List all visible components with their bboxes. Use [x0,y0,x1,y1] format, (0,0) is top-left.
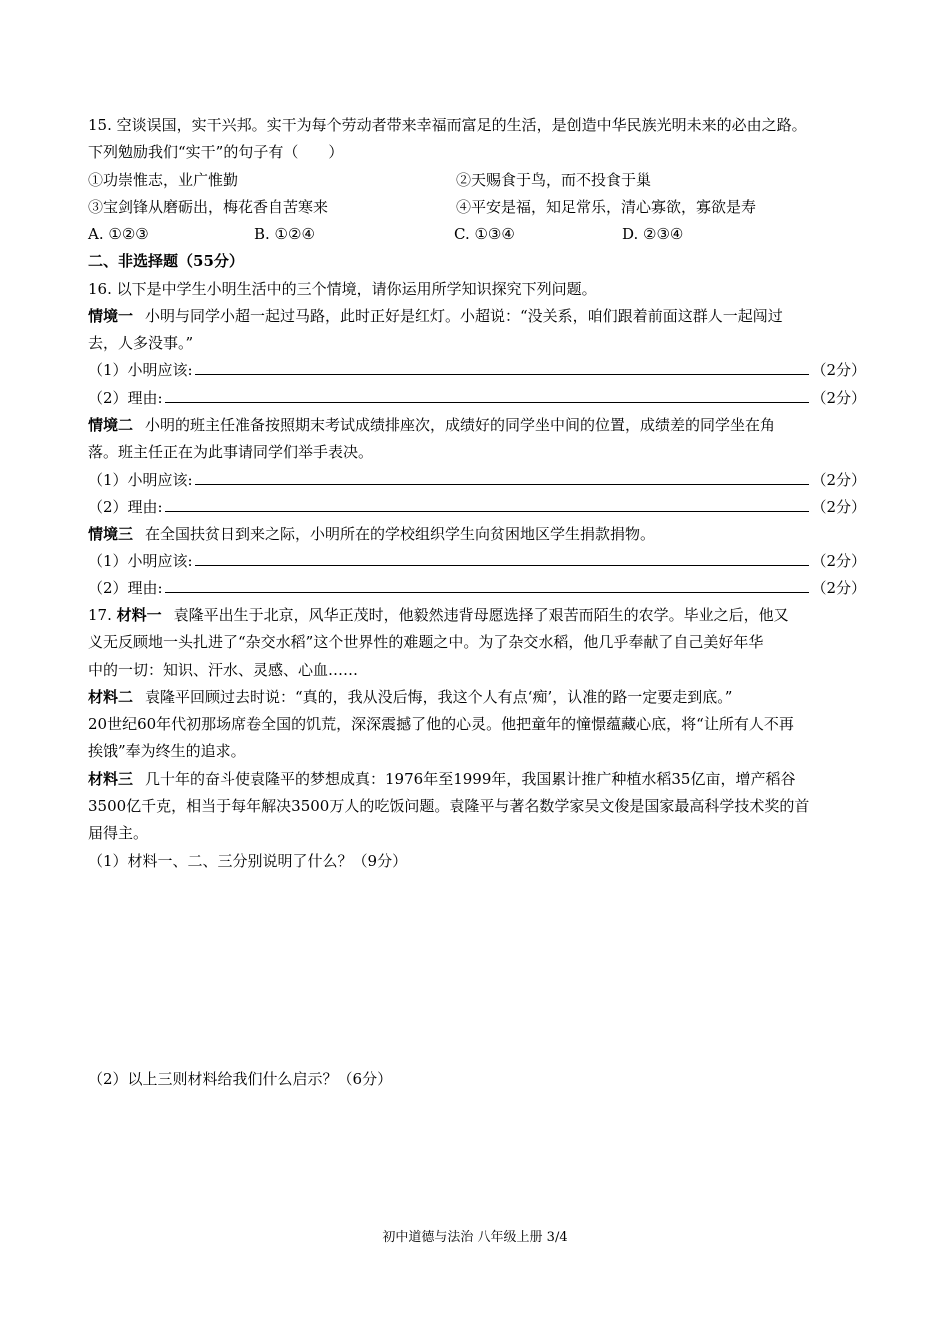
q17-material1-line1 [88,602,866,629]
q16-s1-answer2-row [88,385,866,412]
answer-label: （2）理由: [88,389,163,407]
q16-scenario2-line2: 落。班主任正在为此事请同学们举手表决。 [88,443,374,461]
q17-material2-line1 [88,684,866,711]
q15-option-b: B. ①②④ [254,225,315,243]
points-label: （2分） [811,498,866,516]
q16-scenario1-tag: 情境一 [88,307,134,325]
q15-option-a: A. ①②③ [88,225,149,243]
q17-material1-text1: 袁隆平出生于北京，风华正茂时，他毅然违背母愿选择了艰苦而陌生的农学。毕业之后，他又 [173,606,789,624]
answer-label: （1）小明应该: [88,361,193,379]
q17-material3-text1: 几十年的奋斗使袁隆平的梦想成真：1976年至1999年，我国累计推广种植水稻35亿亩，增产稻谷 [145,770,796,788]
q17-material3-line3: 届得主。 [88,824,149,842]
q16-s3-answer1-row [88,548,866,575]
q16-scenario2-line1 [88,412,866,439]
points-label: （2分） [811,579,866,597]
answer-blank[interactable] [165,385,810,403]
points-label: （2分） [811,389,866,407]
q16-scenario2-tag: 情境二 [88,416,134,434]
points-label: （2分） [811,361,866,379]
q17-material3-line2: 3500亿千克，相当于每年解决3500万人的吃饭问题。袁隆平与著名数学家吴文俊是国家最高科学技术奖的首 [88,797,810,815]
q17-number: 17. [88,606,117,624]
q15-items-row2 [88,194,866,221]
answer-label: （2）理由: [88,498,163,516]
q17-sub-question2: （2）以上三则材料给我们什么启示？（6分） [88,1070,393,1088]
q16-s3-answer2-row [88,575,866,602]
page-footer: 初中道德与法治 八年级上册 3/4 [382,1230,568,1245]
q17-material2-line3: 挨饿”奉为终生的追求。 [88,742,246,760]
q16-scenario1-text1: 小明与同学小超一起过马路，此时正好是红灯。小超说：“没关系，咱们跟着前面这群人一起闯过 [145,307,783,325]
q15-items-row1 [88,167,866,194]
q17-material3-line1 [88,766,866,793]
q16-scenario1-line2: 去，人多没事。” [88,334,194,352]
answer-blank[interactable] [165,575,810,593]
points-label: （2分） [811,471,866,489]
q16-scenario3-line1 [88,521,866,548]
q16-s2-answer2-row [88,494,866,521]
answer-label: （1）小明应该: [88,552,193,570]
answer-label: （2）理由: [88,579,163,597]
q17-material3-tag: 材料三 [88,770,134,788]
answer-label: （1）小明应该: [88,471,193,489]
q16-s1-answer1-row [88,357,866,384]
q16-scenario2-text1: 小明的班主任准备按照期末考试成绩排座次，成绩好的同学坐中间的位置，成绩差的同学坐在角 [145,416,776,434]
q16-scenario3-tag: 情境三 [88,525,134,543]
q15-option-d: D. ②③④ [622,225,684,243]
q17-material1-tag: 材料一 [116,606,162,624]
q17-material1-line3: 中的一切：知识、汗水、灵感、心血…… [88,661,359,679]
q16-scenario1-line1 [88,303,866,330]
q17-material2-tag: 材料二 [88,688,134,706]
answer-blank[interactable] [165,494,810,512]
q17-sub-question1: （1）材料一、二、三分别说明了什么？（9分） [88,852,408,870]
q16-scenario3-text1: 在全国扶贫日到来之际，小明所在的学校组织学生向贫困地区学生捐款捐物。 [145,525,656,543]
answer-blank[interactable] [195,467,810,485]
q17-material1-line2: 义无反顾地一头扎进了“杂交水稻”这个世界性的难题之中。为了杂交水稻，他几乎奉献了自己美好年华 [88,633,764,651]
q16-s2-answer1-row [88,467,866,494]
section2-title: 二、非选择题（55分） [88,252,244,270]
q16-stem: 16. 以下是中学生小明生活中的三个情境，请你运用所学知识探究下列问题。 [88,280,597,298]
q15-stem-line1: 15. 空谈误国，实干兴邦。实干为每个劳动者带来幸福而富足的生活，是创造中华民族光明未来的必由之路。 [88,116,807,134]
q15-item2: ②天赐食于鸟，而不投食于巢 [456,171,652,189]
q17-material2-line2: 20世纪60年代初那场席卷全国的饥荒，深深震撼了他的心灵。他把童年的憧憬蕴藏心底，将“让所有人不再 [88,715,794,733]
answer-blank[interactable] [195,357,810,375]
q15-item3: ③宝剑锋从磨砺出，梅花香自苦寒来 [88,198,329,216]
q15-stem-line2: 下列勉励我们“实干”的句子有（ ） [88,143,344,161]
answer-blank[interactable] [195,548,810,566]
q15-item1: ①功崇惟志，业广惟勤 [88,171,239,189]
q15-item4: ④平安是福，知足常乐，清心寡欲，寡欲是寿 [456,198,757,216]
q15-option-c: C. ①③④ [454,225,515,243]
points-label: （2分） [811,552,866,570]
q15-options [88,221,866,248]
q17-material2-text1: 袁隆平回顾过去时说：“真的，我从没后悔，我这个人有点‘痴’，认准的路一定要走到底。” [145,688,733,706]
